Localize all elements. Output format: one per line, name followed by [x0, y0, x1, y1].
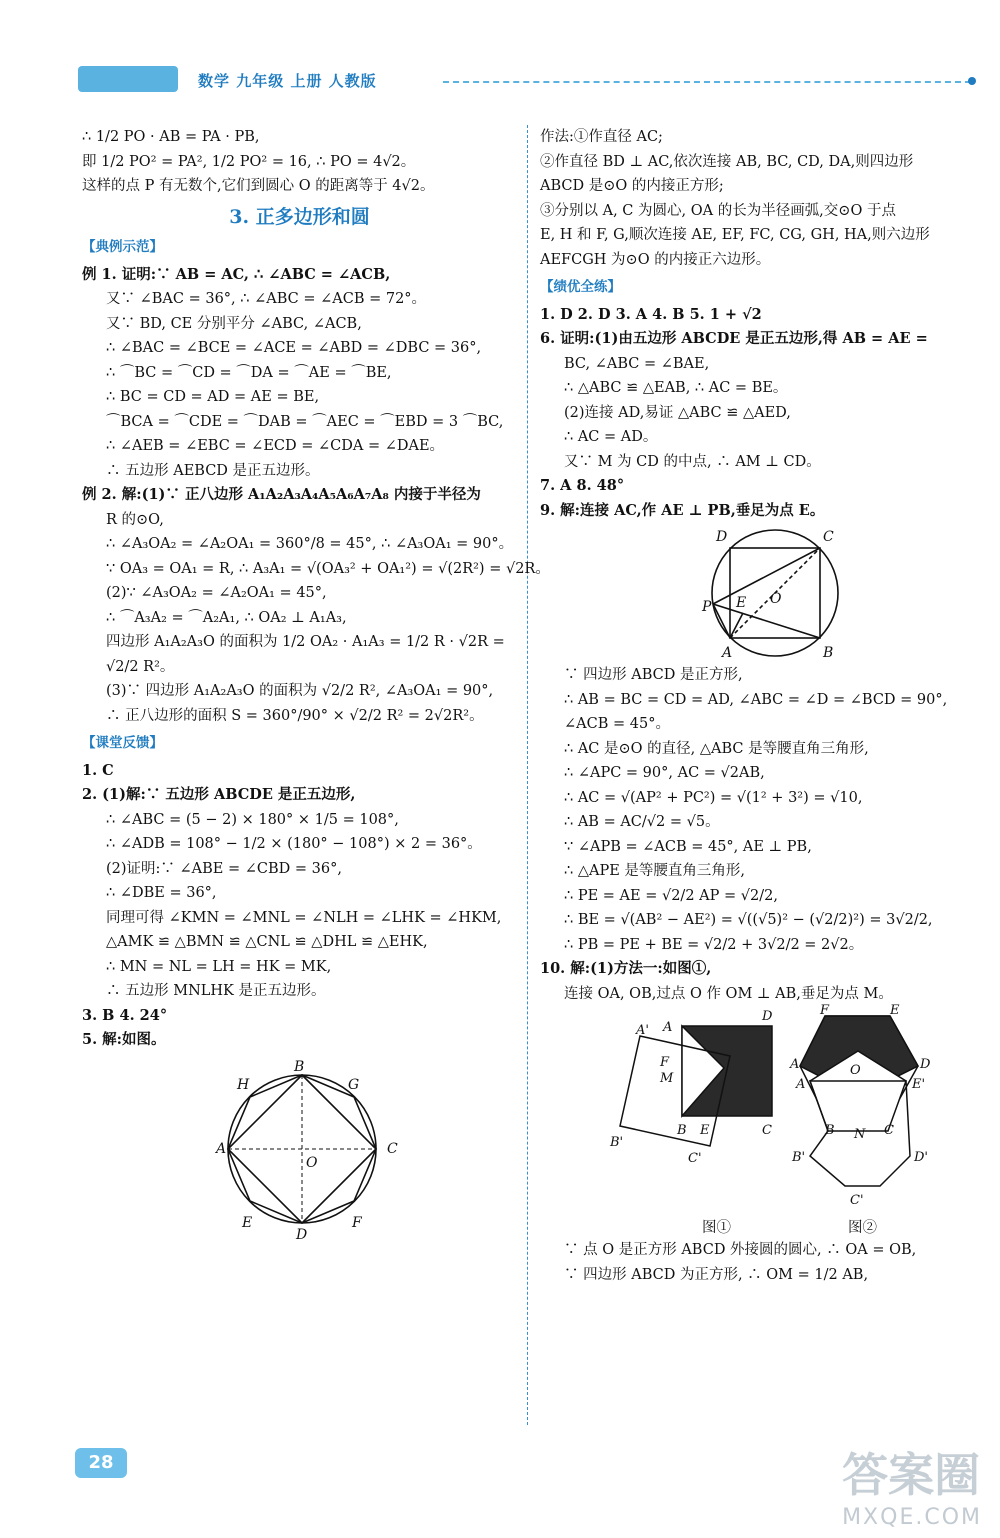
text-line: ∴ ∠APC = 90°, AC = √2AB,	[564, 765, 765, 781]
text-line: (3)∵ 四边形 A₁A₂A₃O 的面积为 √2/2 R², ∠A₃OA₁ = 90°,	[106, 683, 494, 699]
svg-text:N: N	[854, 1127, 866, 1142]
column-divider	[527, 125, 528, 1425]
svg-text:F: F	[352, 1214, 362, 1231]
text-line: 作法:①作直径 AC;	[540, 129, 663, 145]
svg-text:A': A'	[636, 1023, 649, 1038]
text-line: 3. B 4. 24°	[82, 1006, 168, 1024]
text-line: ②作直径 BD ⊥ AC,依次连接 AB, BC, CD, DA,则四边形	[540, 153, 914, 170]
svg-text:B: B	[823, 645, 834, 661]
text-line: 9. 解:连接 AC,作 AE ⊥ PB,垂足为点 E。	[540, 501, 825, 519]
text-line: ABCD 是⊙O 的内接正方形;	[540, 178, 724, 194]
octagon-figure	[82, 1053, 517, 1243]
svg-text:A: A	[722, 645, 733, 661]
text-line: ⌒BCA = ⌒CDE = ⌒DAB = ⌒AEC = ⌒EBD = 3 ⌒BC,	[106, 413, 504, 430]
text-line: ∴ 五边形 AEBCD 是正五边形。	[106, 462, 320, 479]
text-line: 即 1/2 PO² = PA², 1/2 PO² = 16, ∴ PO = 4√2。	[82, 153, 416, 170]
text-line: 1. D 2. D 3. A 4. B 5. 1 + √2	[540, 305, 762, 323]
text-line: ③分别以 A, C 为圆心, OA 的长为半径画弧,交⊙O 于点	[540, 202, 896, 219]
text-line: ∴ 1/2 PO · AB = PA · PB,	[82, 129, 260, 145]
page-header	[78, 64, 978, 98]
svg-text:B': B'	[792, 1150, 806, 1165]
svg-text:D: D	[296, 1226, 308, 1243]
text-line: ∴ ∠BAC = ∠BCE = ∠ACE = ∠ABD = ∠DBC = 36°,	[106, 340, 482, 356]
text-line: 又∵ ∠BAC = 36°, ∴ ∠ABC = ∠ACB = 72°。	[106, 291, 427, 307]
svg-text:E: E	[242, 1214, 253, 1231]
text-line: △AMK ≌ △BMN ≌ △CNL ≌ △DHL ≌ △EHK,	[106, 934, 428, 950]
text-line: 5. 解:如图。	[82, 1031, 166, 1048]
svg-text:C: C	[387, 1140, 398, 1157]
text-line: ∴ AC = √(AP² + PC²) = √(1² + 3²) = √10,	[564, 789, 863, 806]
brand-logo	[78, 66, 178, 92]
svg-text:B: B	[677, 1123, 687, 1138]
svg-text:D: D	[716, 529, 728, 545]
text-line: ∴ PB = PE + BE = √2/2 + 3√2/2 = 2√2。	[564, 936, 864, 953]
square-circle-figure	[540, 523, 980, 663]
text-line: 1. C	[82, 761, 114, 779]
text-line: 2. (1)解:∵ 五边形 ABCDE 是正五边形,	[82, 786, 356, 803]
svg-text:A: A	[663, 1020, 673, 1035]
text-line: (2)连接 AD,易证 △ABC ≌ △AED,	[564, 404, 791, 421]
text-line: 又∵ BD, CE 分别平分 ∠ABC, ∠ACB,	[106, 315, 362, 332]
watermark-text: 答案圈	[842, 1448, 981, 1502]
text-line: 6. 证明:(1)由五边形 ABCDE 是正五边形,得 AB = AE =	[540, 330, 928, 347]
svg-text:F: F	[820, 1003, 830, 1018]
text-line: ∴ ∠AEB = ∠EBC = ∠ECD = ∠CDA = ∠DAE。	[106, 438, 445, 454]
text-line: ∴ AC 是⊙O 的直径, △ABC 是等腰直角三角形,	[564, 740, 869, 757]
text-line: 例 1. 证明:∵ AB = AC, ∴ ∠ABC = ∠ACB,	[82, 265, 391, 283]
svg-text:D: D	[920, 1057, 931, 1072]
text-line: R 的⊙O,	[106, 511, 164, 528]
figure-caption: 图①	[702, 1220, 731, 1236]
text-line: 连接 OA, OB,过点 O 作 OM ⊥ AB,垂足为点 M。	[564, 985, 893, 1002]
text-line: ∴ △ABC ≌ △EAB, ∴ AC = BE。	[564, 380, 788, 396]
svg-text:B': B'	[610, 1135, 624, 1150]
svg-text:G: G	[348, 1076, 360, 1093]
text-line: ∴ MN = NL = LH = HK = MK,	[106, 958, 332, 975]
watermark	[842, 1439, 982, 1530]
svg-text:P: P	[702, 599, 712, 615]
svg-text:C: C	[823, 529, 834, 545]
text-line: BC, ∠ABC = ∠BAE,	[564, 355, 710, 372]
text-line: ∴ ∠DBE = 36°,	[106, 885, 217, 901]
header-title: 数学 九年级 上册 人教版	[198, 72, 377, 90]
text-line: ∴ 正八边形的面积 S = 360°/90° × √2/2 R² = 2√2R²。	[106, 707, 484, 724]
svg-text:B: B	[294, 1058, 305, 1075]
text-line: ∴ ∠ADB = 108° − 1/2 × (180° − 108°) × 2 = 36°。	[106, 836, 482, 852]
header-rule	[443, 81, 971, 83]
right-column	[540, 125, 980, 1287]
text-line: ∴ 五边形 MNLHK 是正五边形。	[106, 983, 326, 999]
text-line: ∵ ∠APB = ∠ACB = 45°, AE ⊥ PB,	[564, 838, 812, 855]
svg-text:M: M	[660, 1071, 674, 1086]
svg-text:E': E'	[912, 1077, 926, 1092]
svg-text:O: O	[850, 1063, 861, 1078]
svg-text:D: D	[762, 1009, 773, 1024]
text-line: ∵ OA₃ = OA₁ = R, ∴ A₃A₁ = √(OA₃² + OA₁²) = √(2R²) = √2R。	[106, 560, 550, 577]
text-line: ∴ ⌒A₃A₂ = ⌒A₂A₁, ∴ OA₂ ⊥ A₁A₃,	[106, 609, 347, 626]
text-line: AEFCGH 为⊙O 的内接正六边形。	[540, 251, 771, 268]
section-title: 3. 正多边形和圆	[229, 205, 370, 228]
text-line: 同理可得 ∠KMN = ∠MNL = ∠NLH = ∠LHK = ∠HKM,	[106, 909, 502, 926]
section-tag: 【课堂反馈】	[82, 735, 163, 751]
text-line: ∴ ⌒BC = ⌒CD = ⌒DA = ⌒AE = ⌒BE,	[106, 364, 392, 381]
text-line: ∴ BC = CD = AD = AE = BE,	[106, 389, 320, 405]
text-line: ∵ 四边形 ABCD 为正方形, ∴ OM = 1/2 AB,	[564, 1266, 869, 1283]
text-line: (2)证明:∵ ∠ABE = ∠CBD = 36°,	[106, 860, 342, 877]
figure-captions	[540, 1216, 980, 1238]
text-line: ∵ 四边形 ABCD 是正方形,	[564, 667, 743, 683]
text-line: ∵ 点 O 是正方形 ABCD 外接圆的圆心, ∴ OA = OB,	[564, 1242, 917, 1258]
text-line: (2)∵ ∠A₃OA₂ = ∠A₂OA₁ = 45°,	[106, 585, 327, 601]
square-hexagon-figures	[540, 1003, 980, 1216]
header-dot	[968, 77, 976, 85]
svg-text:A: A	[216, 1140, 227, 1157]
text-line: ∴ AB = BC = CD = AD, ∠ABC = ∠D = ∠BCD = 90°,	[564, 691, 948, 708]
left-column	[82, 125, 550, 1243]
text-line: √2/2 R²。	[106, 658, 175, 675]
text-line: 例 2. 解:(1)∵ 正八边形 A₁A₂A₃A₄A₅A₆A₇A₈ 内接于半径为	[82, 486, 481, 503]
text-line: ∴ BE = √(AB² − AE²) = √((√5)² − (√2/2)²) = 3√2/2,	[564, 912, 933, 928]
text-line: 又∵ M 为 CD 的中点, ∴ AM ⊥ CD。	[564, 453, 821, 470]
text-line: ∴ ∠ABC = (5 − 2) × 180° × 1/5 = 108°,	[106, 811, 399, 828]
text-line: 这样的点 P 有无数个,它们到圆心 O 的距离等于 4√2。	[82, 178, 435, 194]
svg-text:D': D'	[914, 1150, 928, 1165]
text-line: 四边形 A₁A₂A₃O 的面积为 1/2 OA₂ · A₁A₃ = 1/2 R · √2R =	[106, 634, 505, 650]
text-line: ∴ AB = AC/√2 = √5。	[564, 814, 720, 830]
svg-text:E: E	[736, 595, 747, 611]
text-line: ∠ACB = 45°。	[564, 716, 670, 732]
svg-text:A: A	[796, 1077, 806, 1092]
svg-text:C: C	[762, 1123, 772, 1138]
text-line: E, H 和 F, G,顺次连接 AE, EF, FC, CG, GH, HA,则六边形	[540, 227, 930, 243]
svg-text:F: F	[660, 1055, 670, 1070]
page-number: 28	[75, 1448, 127, 1478]
text-line: ∴ AC = AD。	[564, 429, 658, 445]
svg-text:H: H	[237, 1076, 250, 1093]
svg-text:A: A	[790, 1057, 800, 1072]
svg-text:C: C	[884, 1123, 894, 1138]
watermark-url: MXQE.COM	[842, 1505, 982, 1530]
svg-text:O: O	[306, 1154, 318, 1171]
figure-caption: 图②	[848, 1220, 877, 1236]
text-line: ∴ ∠A₃OA₂ = ∠A₂OA₁ = 360°/8 = 45°, ∴ ∠A₃OA₁ = 90°。	[106, 536, 514, 552]
svg-text:E: E	[890, 1003, 900, 1018]
svg-text:C': C'	[688, 1151, 702, 1166]
text-line: 10. 解:(1)方法一:如图①,	[540, 960, 712, 977]
section-tag: 【绩优全练】	[540, 279, 621, 295]
svg-text:B: B	[825, 1123, 835, 1138]
svg-text:E: E	[700, 1123, 710, 1138]
svg-text:C': C'	[850, 1193, 864, 1208]
section-tag: 【典例示范】	[82, 239, 163, 255]
text-line: ∴ △APE 是等腰直角三角形,	[564, 863, 746, 879]
text-line: ∴ PE = AE = √2/2 AP = √2/2,	[564, 887, 778, 904]
svg-text:O: O	[770, 591, 782, 607]
text-line: 7. A 8. 48°	[540, 477, 625, 494]
